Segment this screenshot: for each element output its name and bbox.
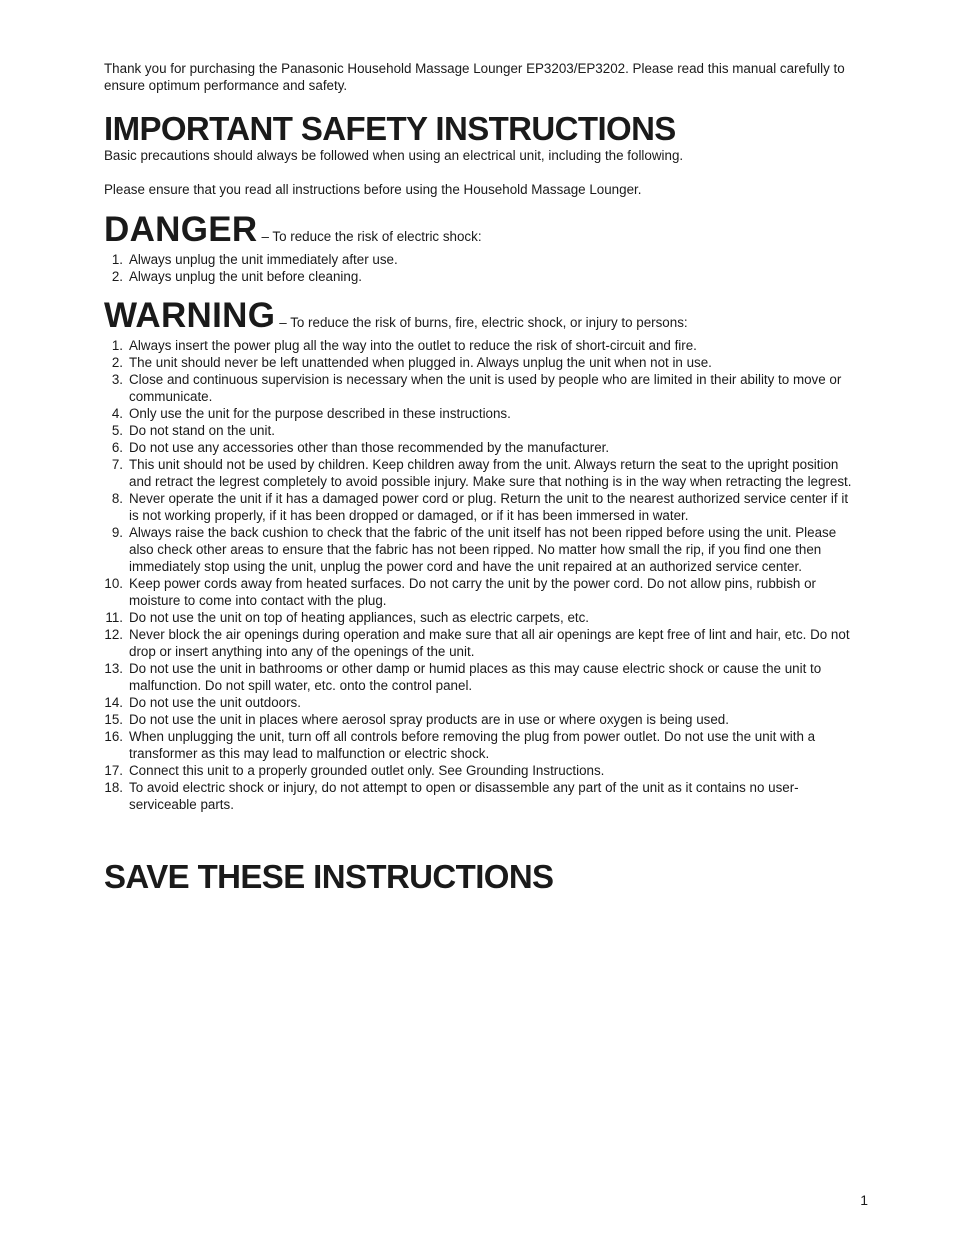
list-item-number: 5. [111,423,123,438]
list-item [104,694,856,711]
list-item-text: Do not use any accessories other than those recommended by the manufacturer. [129,440,610,455]
list-item-text: Do not use the unit outdoors. [129,695,301,710]
save-instructions-heading: SAVE THESE INSTRUCTIONS [104,858,554,895]
list-item-number: 1. [111,252,123,267]
danger-heading-row [104,210,482,250]
list-item-text: Never block the air openings during operation and make sure that all air openings are kept free of lint and hair, etc. Do not drop or insert anything into any of the openings of the unit. [129,627,850,659]
list-item-text: To avoid electric shock or injury, do not attempt to open or disassemble any part of the unit as it contains no user-serviceable parts. [129,780,799,812]
danger-subtitle: – To reduce the risk of electric shock: [261,229,482,244]
list-item-number: 2. [111,269,123,284]
list-item-text: Never operate the unit if it has a damaged power cord or plug. Return the unit to the nearest authorized service center if it is not working properly, if it has been dropped or damaged, or if it has been immersed in water. [129,491,849,523]
warning-heading-row [104,296,688,336]
precautions-text: Basic precautions should always be followed when using an electrical unit, including the following. [104,148,684,163]
list-item-number: 1. [111,338,123,353]
list-item [104,779,856,813]
list-item-number: 2. [111,355,123,370]
list-item-text: Connect this unit to a properly grounded outlet only. See Grounding Instructions. [129,763,605,778]
list-item-text: When unplugging the unit, turn off all controls before removing the plug from power outlet. Do not use the unit with a transformer as this may lead to malfunction or electric shock. [129,729,816,761]
warning-subtitle: – To reduce the risk of burns, fire, electric shock, or injury to persons: [279,315,688,330]
list-item-number: 6. [111,440,123,455]
list-item [104,251,856,268]
list-item-number: 14. [104,695,123,710]
list-item [104,456,856,490]
list-item-number: 7. [111,457,123,472]
list-item-text: Do not stand on the unit. [129,423,275,438]
list-item [104,371,856,405]
intro-paragraph: Thank you for purchasing the Panasonic Household Massage Lounger EP3203/EP3202. Please read this manual carefully to ensure optimum performance and safety. [104,61,845,93]
list-item-number: 17. [104,763,123,778]
list-item [104,660,856,694]
list-item-number: 8. [111,491,123,506]
page-title: IMPORTANT SAFETY INSTRUCTIONS [104,110,676,147]
danger-list [104,251,856,285]
list-item-text: This unit should not be used by children. Keep children away from the unit. Always return the seat to the upright position and retract the legrest completely to avoid possible injury. Make sure that nothing is in the way when retracting the legrest. [129,457,852,489]
list-item [104,728,856,762]
warning-heading: WARNING [104,296,276,335]
list-item-number: 13. [104,661,123,676]
list-item [104,268,856,285]
list-item [104,762,856,779]
list-item-text: Do not use the unit in bathrooms or other damp or humid places as this may cause electric shock or cause the unit to malfunction. Do not spill water, etc. onto the control panel. [129,661,822,693]
list-item-text: Close and continuous supervision is necessary when the unit is used by people who are limited in their ability to move or communicate. [129,372,842,404]
page-number: 1 [860,1192,868,1208]
list-item-text: Keep power cords away from heated surfaces. Do not carry the unit by the power cord. Do not allow pins, rubbish or moisture to come into contact with the plug. [129,576,816,608]
list-item-number: 3. [111,372,123,387]
danger-heading: DANGER [104,210,258,249]
list-item-text: Always insert the power plug all the way into the outlet to reduce the risk of short-circuit and fire. [129,338,697,353]
list-item [104,439,856,456]
list-item [104,354,856,371]
list-item-text: Only use the unit for the purpose described in these instructions. [129,406,511,421]
list-item-number: 9. [111,525,123,540]
list-item-number: 16. [104,729,123,744]
list-item [104,626,856,660]
warning-list [104,337,856,813]
list-item-number: 10. [104,576,123,591]
list-item-number: 12. [104,627,123,642]
list-item-text: Always unplug the unit before cleaning. [129,269,363,284]
list-item-text: Always unplug the unit immediately after use. [129,252,398,267]
list-item [104,490,856,524]
list-item [104,405,856,422]
list-item [104,609,856,626]
list-item [104,422,856,439]
list-item-text: The unit should never be left unattended when plugged in. Always unplug the unit when not in use. [129,355,712,370]
list-item [104,337,856,354]
list-item-number: 4. [111,406,123,421]
list-item-text: Always raise the back cushion to check that the fabric of the unit itself has not been ripped before using the unit. Please also check other areas to ensure that the fabric has not been ripped. No matter how small the rip, if you find one then immediately stop using the unit, unplug the power cord and have the unit repaired at an authorized service center. [129,525,837,574]
list-item-number: 18. [104,780,123,795]
list-item [104,524,856,575]
list-item-text: Do not use the unit on top of heating appliances, such as electric carpets, etc. [129,610,590,625]
list-item-number: 11. [105,610,123,625]
list-item-text: Do not use the unit in places where aerosol spray products are in use or where oxygen is being used. [129,712,729,727]
ensure-read-text: Please ensure that you read all instructions before using the Household Massage Lounger. [104,182,642,197]
list-item [104,711,856,728]
list-item-number: 15. [104,712,123,727]
list-item [104,575,856,609]
